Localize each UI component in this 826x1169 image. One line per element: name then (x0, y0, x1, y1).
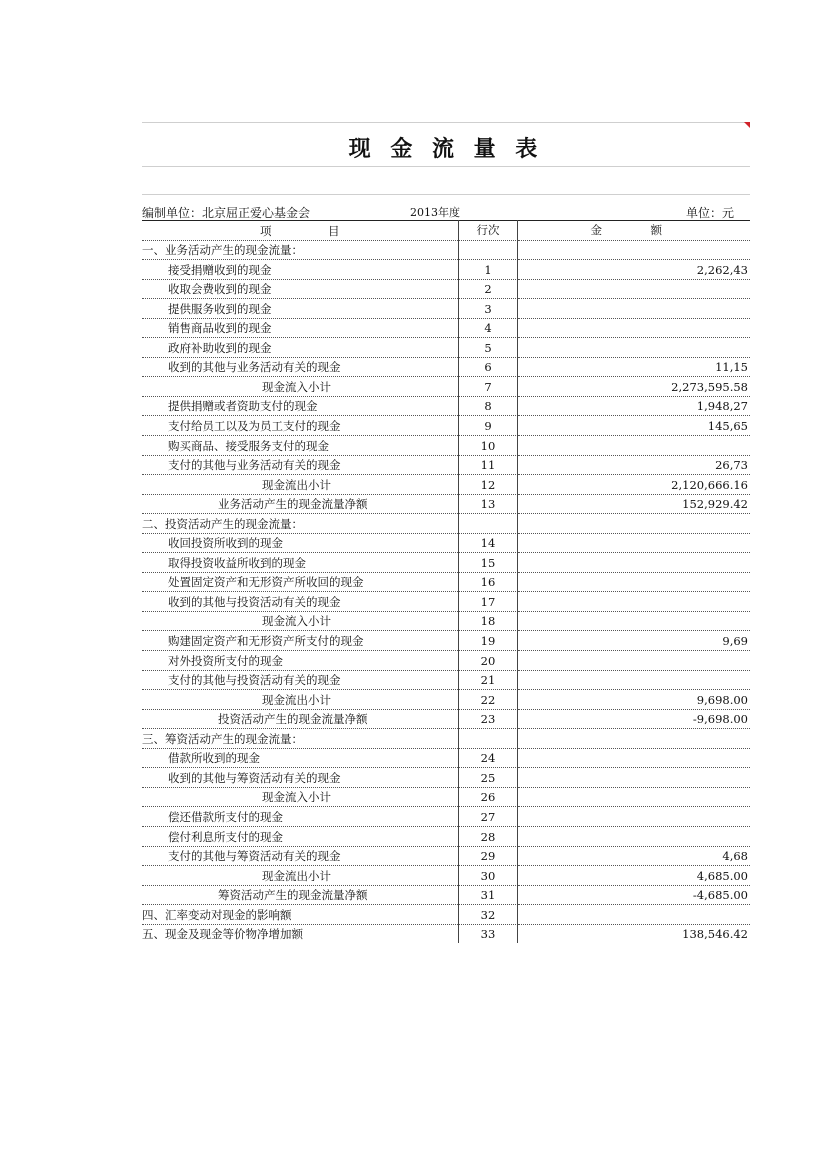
row-label: 对外投资所支付的现金 (168, 653, 283, 668)
row-label-cell (142, 279, 458, 300)
cash-flow-table (142, 220, 750, 943)
row-label: 接受捐赠收到的现金 (168, 262, 272, 277)
title-rule (142, 166, 750, 167)
row-amount-cell (518, 826, 750, 847)
row-line-number-cell (458, 376, 518, 397)
table-row (142, 376, 750, 396)
table-row (142, 279, 750, 299)
row-line-number-cell (458, 885, 518, 906)
row-label-cell (142, 415, 458, 436)
row-label-cell (142, 494, 458, 515)
row-line-number: 18 (480, 614, 496, 629)
header-item-a: 项 (260, 223, 272, 238)
row-amount: -9,698.00 (692, 712, 748, 727)
header-line (458, 220, 518, 241)
table-row (142, 611, 750, 631)
row-label-cell (142, 689, 458, 710)
row-amount: 152,929.42 (682, 497, 748, 512)
row-label: 现金流出小计 (262, 868, 331, 883)
row-amount: 26,73 (715, 458, 748, 473)
row-label-cell (142, 396, 458, 417)
table-row (142, 240, 750, 260)
row-line-number-cell (458, 728, 518, 749)
row-label: 收到的其他与筹资活动有关的现金 (168, 770, 341, 785)
row-line-number-cell (458, 611, 518, 632)
row-amount: 9,69 (722, 634, 748, 649)
top-rule (142, 122, 750, 123)
table-row (142, 728, 750, 748)
row-label: 现金流出小计 (262, 477, 331, 492)
row-label-cell (142, 630, 458, 651)
row-amount-cell (518, 728, 750, 749)
table-row (142, 865, 750, 885)
table-row (142, 415, 750, 435)
row-amount-cell (518, 748, 750, 769)
row-label: 提供捐赠或者资助支付的现金 (168, 399, 318, 414)
table-row (142, 826, 750, 846)
row-line-number-cell (458, 298, 518, 319)
row-label-cell (142, 728, 458, 749)
table-row (142, 259, 750, 279)
row-amount-cell (518, 611, 750, 632)
row-line-number: 24 (480, 751, 496, 766)
row-amount-cell (518, 513, 750, 534)
table-row (142, 552, 750, 572)
row-line-number-cell (458, 846, 518, 867)
row-label-cell (142, 318, 458, 339)
row-label: 借款所收到的现金 (168, 751, 260, 766)
row-label-cell (142, 591, 458, 612)
row-line-number: 3 (484, 301, 492, 316)
row-amount-cell (518, 337, 750, 358)
row-label-cell (142, 865, 458, 886)
row-amount-cell (518, 591, 750, 612)
row-amount-cell (518, 240, 750, 261)
row-label: 现金流出小计 (262, 692, 331, 707)
row-label: 筹资活动产生的现金流量净额 (218, 888, 368, 903)
page-title: 现 金 流 量 表 (348, 136, 544, 162)
row-label-cell (142, 298, 458, 319)
row-amount-cell (518, 298, 750, 319)
row-amount-cell (518, 572, 750, 593)
header-item-b: 目 (328, 223, 340, 238)
row-amount-cell (518, 415, 750, 436)
row-line-number-cell (458, 787, 518, 808)
row-line-number-cell (458, 630, 518, 651)
row-line-number: 28 (480, 829, 496, 844)
report-year: 2013年度 (410, 206, 460, 219)
row-line-number-cell (458, 689, 518, 710)
row-label-cell (142, 924, 458, 944)
row-amount-cell (518, 533, 750, 554)
row-line-number: 2 (484, 282, 492, 297)
row-line-number-cell (458, 318, 518, 339)
table-row (142, 904, 750, 924)
row-line-number: 17 (480, 594, 496, 609)
table-row (142, 630, 750, 650)
row-amount-cell (518, 709, 750, 730)
row-line-number-cell (458, 826, 518, 847)
row-line-number-cell (458, 767, 518, 788)
row-amount: 2,273,595.58 (671, 379, 748, 394)
header-item (142, 220, 458, 241)
table-row (142, 748, 750, 768)
table-row (142, 513, 750, 533)
row-line-number: 33 (480, 927, 496, 942)
row-label: 现金流入小计 (262, 790, 331, 805)
row-label-cell (142, 337, 458, 358)
row-line-number-cell (458, 806, 518, 827)
row-label-cell (142, 376, 458, 397)
table-row (142, 885, 750, 905)
row-line-number-cell (458, 865, 518, 886)
row-amount: 138,546.42 (682, 927, 748, 942)
row-amount-cell (518, 396, 750, 417)
table-body (142, 240, 750, 944)
row-line-number-cell (458, 455, 518, 476)
row-line-number: 13 (480, 497, 496, 512)
title-rule-lower (142, 194, 750, 195)
row-label: 购买商品、接受服务支付的现金 (168, 438, 329, 453)
row-label-cell (142, 709, 458, 730)
meta-row (142, 202, 750, 221)
row-line-number: 22 (480, 692, 496, 707)
row-line-number-cell (458, 924, 518, 944)
table-row (142, 435, 750, 455)
row-amount: 4,685.00 (696, 868, 748, 883)
table-row (142, 572, 750, 592)
row-line-number: 12 (480, 477, 496, 492)
row-label: 投资活动产生的现金流量净额 (218, 712, 368, 727)
row-amount-cell (518, 767, 750, 788)
table-row (142, 298, 750, 318)
row-label: 销售商品收到的现金 (168, 321, 272, 336)
row-label: 业务活动产生的现金流量净额 (218, 497, 368, 512)
row-line-number: 15 (480, 555, 496, 570)
row-line-number-cell (458, 591, 518, 612)
row-amount-cell (518, 787, 750, 808)
row-line-number-cell (458, 709, 518, 730)
row-label: 四、汇率变动对现金的影响额 (142, 907, 292, 922)
row-amount: 4,68 (722, 849, 748, 864)
table-row (142, 689, 750, 709)
row-line-number-cell (458, 259, 518, 280)
row-label: 支付的其他与业务活动有关的现金 (168, 458, 341, 473)
row-line-number: 9 (484, 419, 492, 434)
row-amount: 1,948,27 (696, 399, 748, 414)
row-line-number-cell (458, 650, 518, 671)
row-amount-cell (518, 885, 750, 906)
row-amount-cell (518, 846, 750, 867)
row-line-number-cell (458, 513, 518, 534)
row-line-number: 21 (480, 673, 496, 688)
header-line-label: 行次 (476, 222, 500, 237)
row-label: 购建固定资产和无形资产所支付的现金 (168, 634, 364, 649)
currency-unit: 单位：元 (685, 206, 734, 220)
row-line-number: 27 (480, 809, 496, 824)
row-line-number: 7 (484, 379, 492, 394)
row-amount-cell (518, 494, 750, 515)
row-line-number-cell (458, 748, 518, 769)
row-line-number: 5 (484, 340, 492, 355)
row-amount-cell (518, 376, 750, 397)
row-amount-cell (518, 670, 750, 691)
row-line-number: 16 (480, 575, 496, 590)
header-amount (518, 220, 750, 241)
row-line-number: 11 (480, 458, 496, 473)
row-amount-cell (518, 904, 750, 925)
row-label: 取得投资收益所收到的现金 (168, 555, 306, 570)
row-label-cell (142, 513, 458, 534)
table-row (142, 709, 750, 729)
row-line-number-cell (458, 357, 518, 378)
row-line-number: 23 (480, 712, 496, 727)
table-row (142, 806, 750, 826)
row-label-cell (142, 552, 458, 573)
table-row (142, 591, 750, 611)
row-line-number: 1 (484, 262, 492, 277)
row-amount: 2,262,43 (696, 262, 748, 277)
row-label-cell (142, 650, 458, 671)
row-amount-cell (518, 630, 750, 651)
row-label-cell (142, 826, 458, 847)
row-label-cell (142, 455, 458, 476)
row-amount: -4,685.00 (692, 888, 748, 903)
row-label: 二、投资活动产生的现金流量： (142, 516, 303, 531)
row-amount: 9,698.00 (696, 692, 748, 707)
row-amount: 11,15 (715, 360, 748, 375)
row-amount-cell (518, 318, 750, 339)
row-label-cell (142, 533, 458, 554)
row-amount-cell (518, 806, 750, 827)
row-label: 收到的其他与业务活动有关的现金 (168, 360, 341, 375)
row-amount-cell (518, 259, 750, 280)
row-line-number: 20 (480, 653, 496, 668)
row-line-number: 29 (480, 849, 496, 864)
row-label-cell (142, 357, 458, 378)
row-label: 五、现金及现金等价物净增加额 (142, 927, 303, 942)
table-row (142, 357, 750, 377)
row-amount-cell (518, 689, 750, 710)
row-line-number-cell (458, 494, 518, 515)
row-label-cell (142, 259, 458, 280)
row-label-cell (142, 846, 458, 867)
row-label-cell (142, 240, 458, 261)
row-line-number: 6 (484, 360, 492, 375)
row-amount-cell (518, 279, 750, 300)
row-label: 现金流入小计 (262, 379, 331, 394)
row-line-number-cell (458, 396, 518, 417)
table-row (142, 455, 750, 475)
row-label: 支付的其他与筹资活动有关的现金 (168, 849, 341, 864)
row-line-number-cell (458, 279, 518, 300)
table-row (142, 474, 750, 494)
row-amount: 2,120,666.16 (671, 477, 748, 492)
header-amount-b: 额 (650, 222, 662, 237)
row-line-number-cell (458, 904, 518, 925)
row-line-number-cell (458, 572, 518, 593)
table-row (142, 924, 750, 944)
row-amount-cell (518, 455, 750, 476)
table-row (142, 318, 750, 338)
row-label: 支付给员工以及为员工支付的现金 (168, 419, 341, 434)
row-label: 政府补助收到的现金 (168, 340, 272, 355)
row-label-cell (142, 670, 458, 691)
row-label-cell (142, 885, 458, 906)
table-row (142, 787, 750, 807)
row-line-number-cell (458, 435, 518, 456)
row-label-cell (142, 806, 458, 827)
table-row (142, 494, 750, 514)
row-line-number-cell (458, 670, 518, 691)
row-line-number: 32 (480, 907, 496, 922)
row-label: 一、业务活动产生的现金流量： (142, 243, 303, 258)
row-amount-cell (518, 552, 750, 573)
row-line-number-cell (458, 552, 518, 573)
row-label: 偿付利息所支付的现金 (168, 829, 283, 844)
row-line-number: 19 (480, 634, 496, 649)
row-label-cell (142, 787, 458, 808)
row-amount: 145,65 (707, 419, 748, 434)
row-label: 三、筹资活动产生的现金流量： (142, 731, 303, 746)
table-row (142, 670, 750, 690)
row-label: 收到的其他与投资活动有关的现金 (168, 594, 341, 609)
corner-marker (744, 122, 750, 128)
row-label: 收取会费收到的现金 (168, 282, 272, 297)
table-row (142, 533, 750, 553)
row-label: 支付的其他与投资活动有关的现金 (168, 673, 341, 688)
table-header (142, 220, 750, 240)
row-label-cell (142, 572, 458, 593)
row-line-number-cell (458, 240, 518, 261)
row-amount-cell (518, 865, 750, 886)
row-label: 提供服务收到的现金 (168, 301, 272, 316)
table-row (142, 767, 750, 787)
row-amount-cell (518, 435, 750, 456)
row-line-number: 25 (480, 770, 496, 785)
row-line-number-cell (458, 337, 518, 358)
row-amount-cell (518, 474, 750, 495)
row-label-cell (142, 435, 458, 456)
row-line-number: 31 (480, 888, 496, 903)
row-amount-cell (518, 924, 750, 944)
row-label: 现金流入小计 (262, 614, 331, 629)
row-line-number-cell (458, 474, 518, 495)
row-amount-cell (518, 650, 750, 671)
row-line-number: 26 (480, 790, 496, 805)
header-amount-a: 金 (590, 222, 602, 237)
table-row (142, 650, 750, 670)
row-line-number-cell (458, 415, 518, 436)
row-line-number: 4 (484, 321, 492, 336)
row-label-cell (142, 474, 458, 495)
row-line-number: 8 (484, 399, 492, 414)
row-line-number: 30 (480, 868, 496, 883)
row-line-number-cell (458, 533, 518, 554)
row-label: 处置固定资产和无形资产所收回的现金 (168, 575, 364, 590)
table-row (142, 396, 750, 416)
reporting-unit: 编制单位：北京屈正爱心基金会 (142, 206, 311, 220)
row-label: 偿还借款所支付的现金 (168, 809, 283, 824)
row-line-number: 14 (480, 536, 496, 551)
row-label-cell (142, 611, 458, 632)
row-label-cell (142, 904, 458, 925)
table-row (142, 846, 750, 866)
table-row (142, 337, 750, 357)
row-label-cell (142, 748, 458, 769)
row-label-cell (142, 767, 458, 788)
row-line-number: 10 (480, 438, 496, 453)
row-amount-cell (518, 357, 750, 378)
row-label: 收回投资所收到的现金 (168, 536, 283, 551)
